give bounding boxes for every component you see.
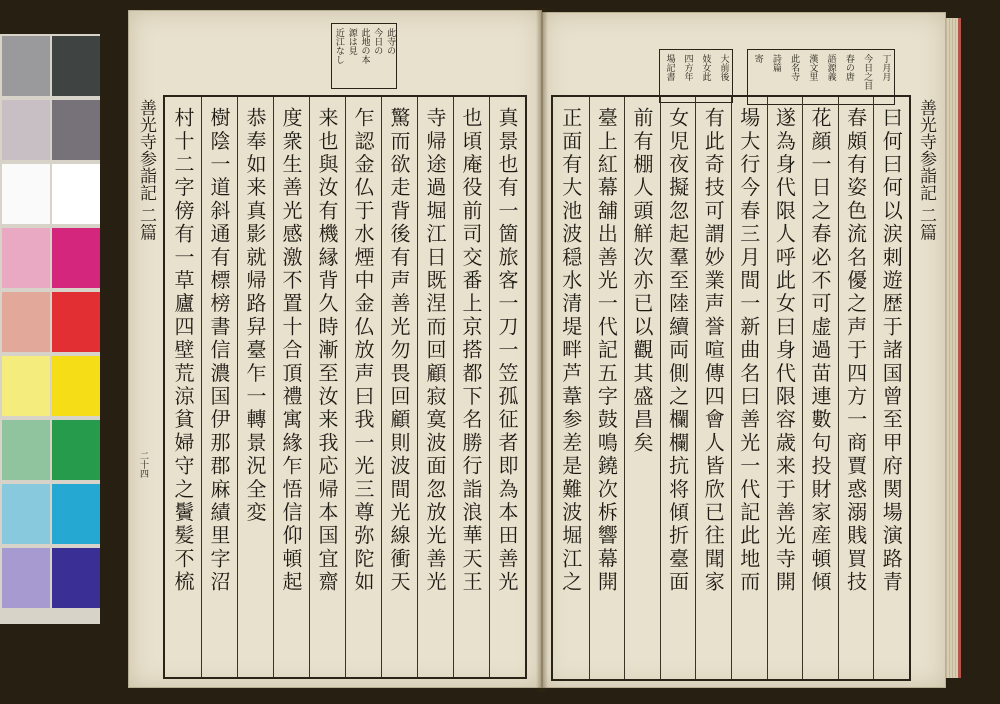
left-text-column: 来也與汝有機縁背久時漸至汝来我応帰本国宜齋: [315, 107, 339, 595]
header-note-line: 寄: [752, 54, 763, 63]
column-rule: [731, 97, 732, 679]
left-text-frame: [163, 95, 527, 679]
right-text-column: 臺上紅幕舖出善光一代記五字鼓鳴鐃次柝響幕開: [594, 107, 619, 595]
right-text-column: 場大行今春三月間一新曲名曰善光一代記此地而: [736, 107, 761, 595]
header-note-line: 丁月月: [880, 54, 891, 81]
color-swatch: [52, 164, 100, 224]
right-running-head: 善光寺参詣記 二篇: [916, 99, 936, 241]
right-text-column: 前有棚人頭觧次亦已以觀其盛昌矣: [630, 107, 654, 455]
right-text-column: 有此奇技可謂妙業声誉喧傳四會人皆欣已往聞家: [701, 107, 726, 595]
right-text-column: 女児夜擬忽起羣至陸續両側之欄欄抗将傾折臺面: [665, 107, 690, 595]
column-rule: [589, 97, 590, 679]
header-note-line: 漢文里: [807, 54, 818, 81]
right-text-column: 春頗有姿色流名優之声于四方一商賈惑溺賎買技: [843, 107, 868, 595]
header-note-line: 大前後: [718, 54, 729, 81]
open-book: [96, 8, 966, 698]
header-note-line: 今日之目: [862, 54, 873, 90]
column-rule: [237, 97, 238, 677]
left-text-column: 村十二字傍有一草廬四壁荒涼貧婦守之鬢髪不梳: [171, 107, 195, 595]
column-rule: [695, 97, 696, 679]
color-swatch: [2, 548, 50, 608]
color-swatch: [52, 292, 100, 352]
color-swatch: [52, 228, 100, 288]
color-swatch: [52, 36, 100, 96]
header-note-line: 此寺の: [385, 28, 396, 55]
color-swatch: [2, 164, 50, 224]
column-rule: [767, 97, 768, 679]
column-rule: [873, 97, 874, 679]
column-rule: [309, 97, 310, 677]
left-text-column: 恭奉如来真影就帰路舁臺乍一轉景況全変: [243, 107, 267, 525]
color-swatch: [52, 484, 100, 544]
header-note-line: 妓女此: [700, 54, 711, 81]
color-swatch: [2, 228, 50, 288]
right-text-column: 花顔一日之春必不可虚過苗連數句投財家産頓傾: [808, 107, 832, 595]
color-calibration-card: [0, 34, 100, 624]
left-running-head: 善光寺参詣記 二篇: [136, 99, 156, 241]
column-rule: [489, 97, 490, 677]
left-text-column: 也頃庵役前司交番上京搭都下名勝行詣浪華天王: [459, 107, 483, 595]
column-rule: [345, 97, 346, 677]
left-text-column: 寺帰途過堀江日既涅而回顧寂寞波面忽放光善光: [423, 107, 447, 595]
header-note-line: 此地の本: [359, 28, 370, 64]
color-swatch: [2, 484, 50, 544]
right-text-column: 曰何曰何以涙刺遊歴于諸国曾至甲府関場演路青: [879, 107, 904, 595]
right-text-frame: [551, 95, 911, 681]
header-note-line: 此名寺: [789, 54, 800, 81]
page-edges: [944, 18, 961, 678]
left-folio: 二十四: [138, 451, 148, 478]
color-swatch: [2, 356, 50, 416]
book-gutter: [536, 8, 548, 692]
header-note-line: 春の唐: [843, 54, 854, 81]
header-note-line: 詩篇: [770, 54, 781, 72]
column-rule: [624, 97, 625, 679]
header-note-line: 語源義: [825, 54, 836, 81]
color-swatch: [52, 548, 100, 608]
color-swatch: [52, 356, 100, 416]
left-text-column: 乍認金仏于水煙中金仏放声曰我一光三尊弥陀如: [351, 107, 375, 595]
right-text-column: 正面有大池波穏水清堤畔芦葦参差是難波堀江之: [558, 107, 583, 595]
column-rule: [417, 97, 418, 677]
left-text-column: 驚而欲走背後有声善光勿畏回顧則波間光線衝天: [387, 107, 411, 595]
right-page: [542, 12, 946, 688]
color-swatch: [2, 420, 50, 480]
header-note-line: 源は見: [346, 28, 357, 55]
header-note-line: 今日の: [372, 28, 383, 55]
color-swatch: [52, 420, 100, 480]
column-rule: [201, 97, 202, 677]
column-rule: [838, 97, 839, 679]
header-note-line: 場記書: [664, 54, 675, 81]
left-text-column: 度衆生善光感激不置十合頂禮寓緣乍悟信仰頓起: [279, 107, 303, 595]
color-swatch: [2, 36, 50, 96]
column-rule: [660, 97, 661, 679]
left-text-column: 真景也有一箇旅客一刀一笠孤征者即為本田善光: [495, 107, 519, 595]
color-swatch: [2, 292, 50, 352]
left-page: [128, 10, 542, 688]
header-note-line: 近江なし: [333, 28, 344, 64]
column-rule: [273, 97, 274, 677]
column-rule: [802, 97, 803, 679]
color-swatch: [52, 100, 100, 160]
column-rule: [381, 97, 382, 677]
header-note-line: 四方年: [682, 54, 693, 81]
color-swatch: [2, 100, 50, 160]
left-header-note: [331, 23, 397, 89]
column-rule: [453, 97, 454, 677]
right-text-column: 遂為身代限人呼此女曰身代限容歳来于善光寺開: [772, 107, 797, 595]
left-text-column: 樹陰一道斜通有標榜書信濃国伊那郡麻績里字沼: [207, 107, 231, 595]
